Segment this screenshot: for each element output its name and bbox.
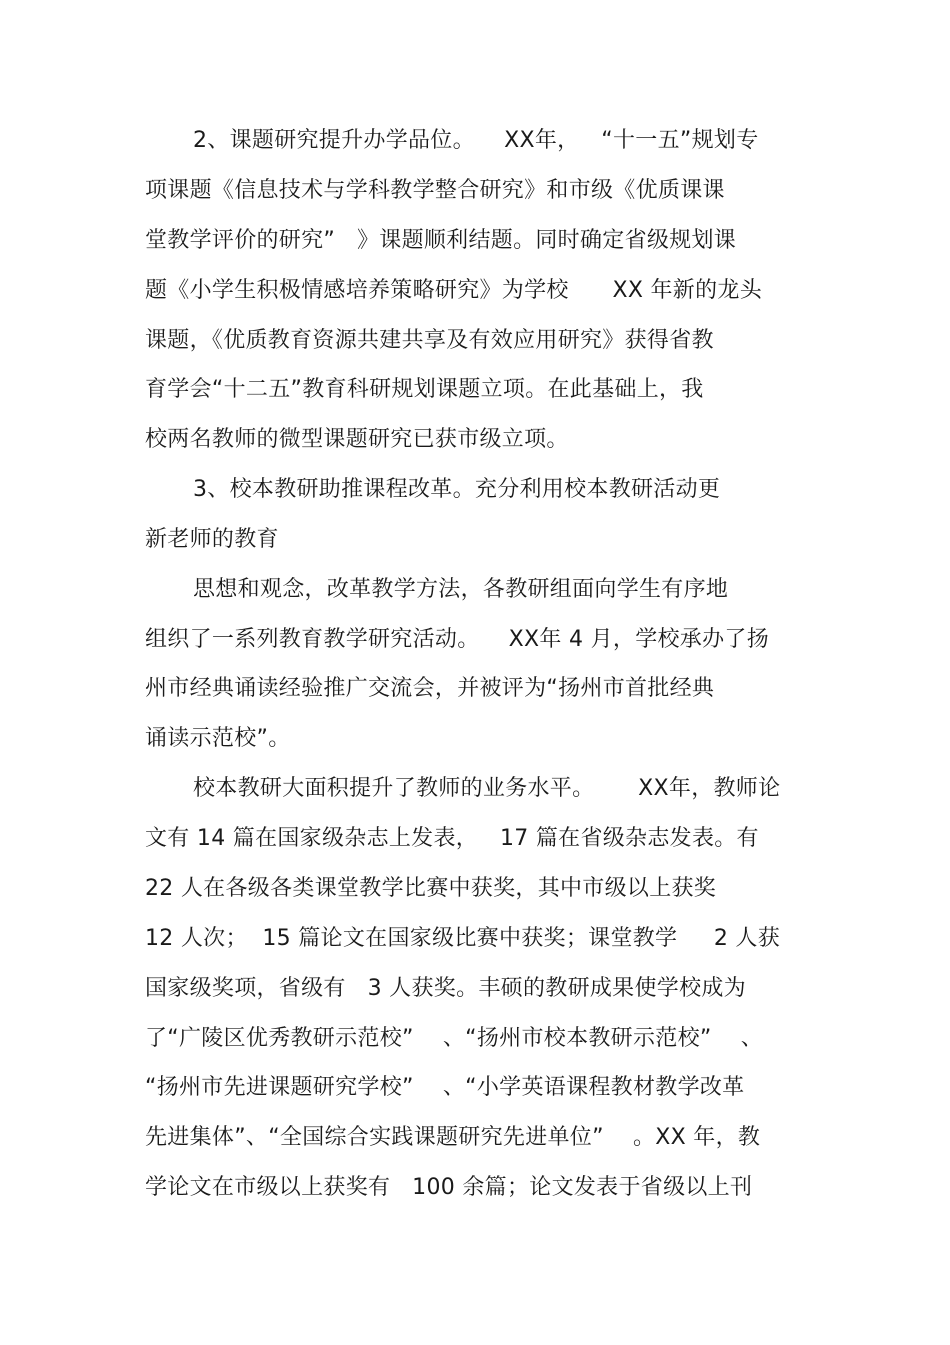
- text-line: 了“广陵区优秀教研示范校” 、“扬州市校本教研示范校” 、: [145, 1026, 764, 1051]
- text-line: 2、课题研究提升办学品位。 XX年， “十一五”规划专: [193, 128, 759, 153]
- text-line: 12 人次； 15 篇论文在国家级比赛中获奖；课堂教学 2 人获: [145, 926, 781, 951]
- text-line: 堂教学评价的研究” 》课题顺利结题。同时确定省级规划课: [145, 228, 737, 253]
- text-line: 州市经典诵读经验推广交流会，并被评为“扬州市首批经典: [145, 676, 715, 701]
- text-line: 文有 14 篇在国家级杂志上发表， 17 篇在省级杂志发表。有: [145, 826, 759, 851]
- text-line: 校本教研大面积提升了教师的业务水平。 XX年，教师论: [193, 776, 781, 801]
- text-line: 思想和观念，改革教学方法，各教研组面向学生有序地: [193, 577, 729, 602]
- text-line: 项课题《信息技术与学科教学整合研究》和市级《优质课课: [145, 178, 725, 203]
- text-line: 育学会“十二五”教育科研规划课题立项。在此基础上，我: [145, 377, 704, 402]
- text-line: 国家级奖项，省级有 3 人获奖。丰硕的教研成果使学校成为: [145, 976, 746, 1001]
- text-line: 3、校本教研助推课程改革。充分利用校本教研活动更: [193, 477, 721, 502]
- text-line: 校两名教师的微型课题研究已获市级立项。: [145, 427, 569, 452]
- text-line: 学论文在市级以上获奖有 100 余篇；论文发表于省级以上刊: [145, 1175, 753, 1200]
- text-line: 课题，《优质教育资源共建共享及有效应用研究》获得省教: [145, 328, 714, 353]
- text-line: 诵读示范校”。: [145, 726, 291, 751]
- text-line: “扬州市先进课题研究学校” 、“小学英语课程教材教学改革: [145, 1075, 745, 1100]
- text-line: 题《小学生积极情感培养策略研究》为学校 XX 年新的龙头: [145, 278, 762, 303]
- text-line: 先进集体”、“全国综合实践课题研究先进单位” 。XX 年，教: [145, 1125, 761, 1150]
- text-line: 22 人在各级各类课堂教学比赛中获奖，其中市级以上获奖: [145, 876, 717, 901]
- text-line: 新老师的教育: [145, 527, 279, 552]
- text-line: 组织了一系列教育教学研究活动。 XX年 4 月，学校承办了扬: [145, 627, 770, 652]
